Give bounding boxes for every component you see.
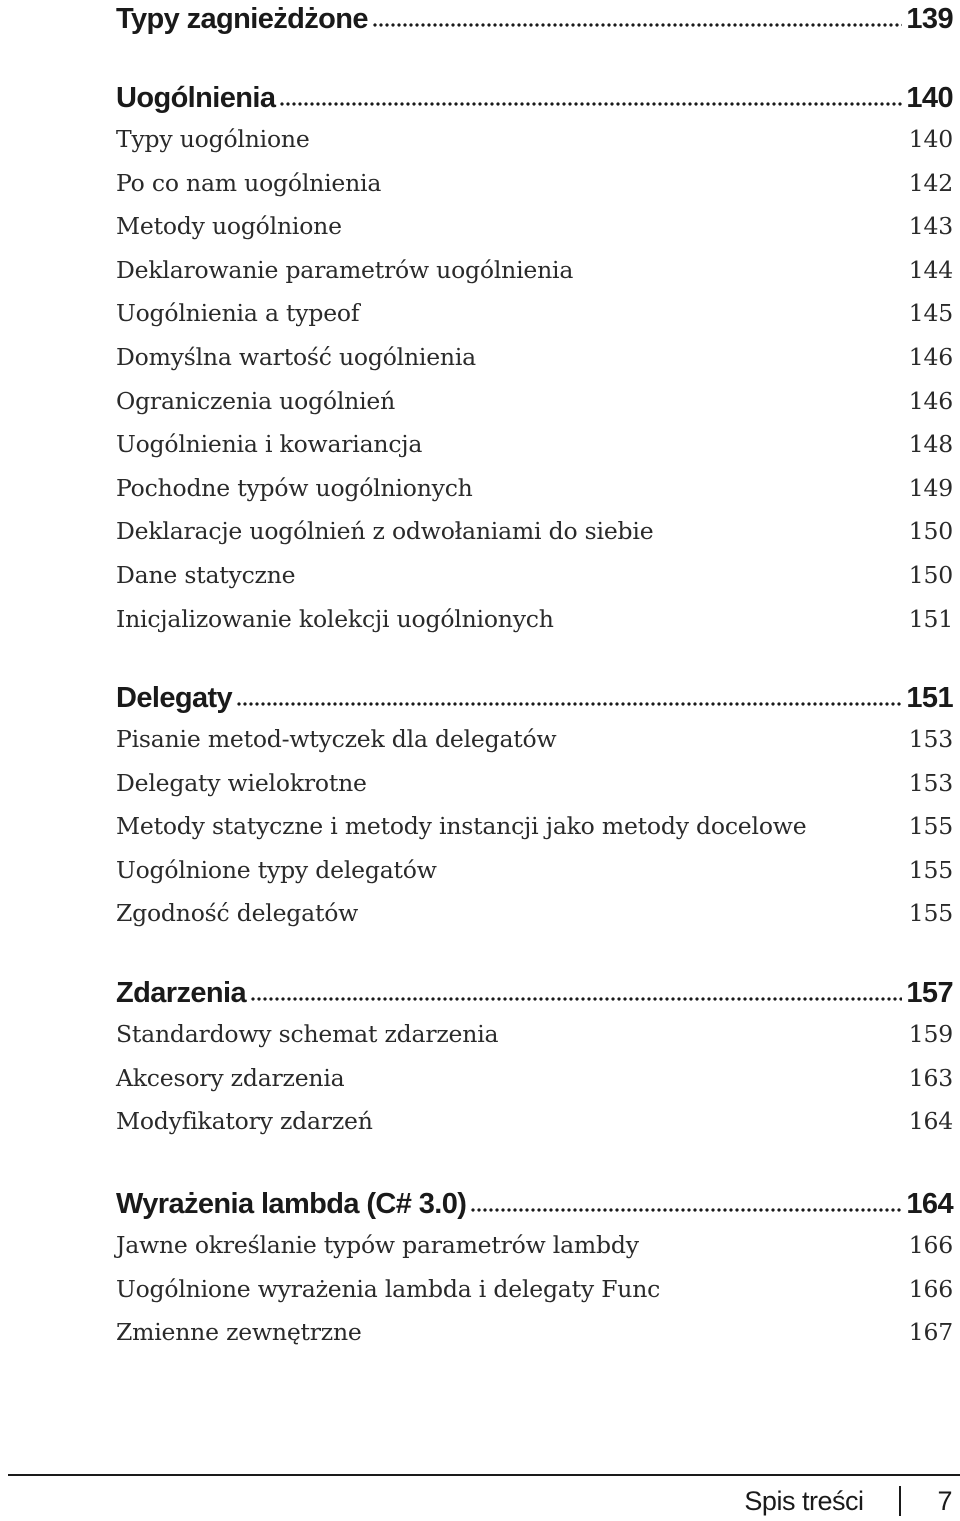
entry-label: Domyślna wartość uogólnienia [116,342,476,371]
entry-page: 163 [908,1063,953,1092]
section-title: Wyrażenia lambda (C# 3.0) [116,1188,467,1220]
toc-section [116,681,953,936]
entry-page: 155 [908,855,953,884]
toc-entry[interactable] [116,762,953,806]
toc-entry[interactable] [116,380,953,424]
entry-label: Uogólnione typy delegatów [116,855,437,884]
entry-label: Jawne określanie typów parametrów lambdy [116,1231,639,1259]
toc-entry[interactable] [116,892,953,936]
entry-page: 149 [908,473,953,502]
entry-label: Metody statyczne i metody instancji jako metody docelowe [116,812,807,841]
toc-entry[interactable] [116,118,953,162]
section-page: 157 [906,977,953,1009]
toc-section [116,1187,953,1355]
entry-page: 146 [908,386,953,415]
toc-entry[interactable] [116,849,953,893]
toc-section [116,976,953,1144]
entry-label: Metody uogólnione [116,212,342,241]
section-page: 140 [906,82,953,114]
toc-entry[interactable] [116,1057,953,1101]
entry-label: Uogólnione wyrażenia lambda i delegaty Func [116,1274,661,1303]
entry-label: Pisanie metod-wtyczek dla delegatów [116,725,557,753]
dot-leader [372,21,903,29]
entry-page: 167 [908,1318,953,1347]
toc-entry[interactable] [116,554,953,598]
toc-entry[interactable] [116,1268,953,1312]
toc-entry[interactable] [116,718,953,762]
section-heading[interactable] [116,81,953,115]
toc-entry[interactable] [116,805,953,849]
entry-page: 148 [908,430,953,459]
footer-rule [8,1474,960,1476]
entry-label: Zgodność delegatów [116,899,359,928]
toc-entry[interactable] [116,423,953,467]
entry-label: Deklaracje uogólnień z odwołaniami do siebie [116,517,654,546]
dot-leader [279,100,902,108]
toc-entry[interactable] [116,510,953,554]
footer-separator [899,1486,901,1516]
entry-page: 151 [908,604,953,633]
entry-page: 155 [908,899,953,928]
section-title: Uogólnienia [116,82,276,114]
entry-label: Zmienne zewnętrzne [116,1318,362,1347]
toc-entry[interactable] [116,1311,953,1355]
toc-entry[interactable] [116,1224,953,1268]
footer-label: Spis treści [744,1485,864,1516]
toc-entry[interactable] [116,249,953,293]
entry-label: Modyfikatory zdarzeń [116,1107,373,1136]
entry-page: 145 [908,299,953,328]
entry-page: 153 [908,768,953,797]
section-heading[interactable] [116,2,953,36]
entry-label: Delegaty wielokrotne [116,768,367,797]
section-page: 164 [906,1188,953,1220]
entry-label: Pochodne typów uogólnionych [116,473,473,502]
dot-leader [470,1206,902,1214]
section-title: Zdarzenia [116,977,246,1009]
entry-label: Dane statyczne [116,560,296,589]
section-title: Typy zagnieżdżone [116,3,368,35]
toc-entry[interactable] [116,205,953,249]
entry-page: 140 [908,125,953,153]
entry-page: 155 [908,812,953,841]
section-heading[interactable] [116,681,953,715]
entry-page: 164 [908,1107,953,1136]
section-title: Delegaty [116,682,233,714]
entry-label: Standardowy schemat zdarzenia [116,1020,499,1048]
section-page: 151 [906,682,953,714]
dot-leader [236,700,902,708]
toc-entry[interactable] [116,1013,953,1057]
entry-page: 153 [908,725,953,753]
toc-entry[interactable] [116,336,953,380]
entry-label: Deklarowanie parametrów uogólnienia [116,255,574,284]
section-heading[interactable] [116,1187,953,1221]
entry-page: 144 [908,255,953,284]
entry-page: 150 [908,517,953,546]
entry-page: 142 [908,168,953,197]
toc-section [116,81,953,641]
toc-entry[interactable] [116,162,953,206]
section-page: 139 [906,3,953,35]
dot-leader [250,995,902,1003]
entry-label: Po co nam uogólnienia [116,168,382,197]
entry-page: 143 [908,212,953,241]
page-footer [744,1484,952,1518]
entry-page: 146 [908,342,953,371]
entry-label: Akcesory zdarzenia [116,1063,345,1092]
entry-label: Typy uogólnione [116,125,310,153]
entry-page: 150 [908,560,953,589]
toc-entry[interactable] [116,598,953,642]
entry-label: Uogólnienia i kowariancja [116,430,423,459]
toc-entry[interactable] [116,467,953,511]
entry-page: 166 [908,1231,953,1259]
entry-page: 166 [908,1274,953,1303]
toc-entry[interactable] [116,292,953,336]
section-heading[interactable] [116,976,953,1010]
entry-page: 159 [908,1020,953,1048]
toc-section [116,2,953,36]
toc-entry[interactable] [116,1100,953,1144]
entry-label: Ograniczenia uogólnień [116,386,396,415]
entry-label: Uogólnienia a typeof [116,299,360,328]
entry-label: Inicjalizowanie kolekcji uogólnionych [116,604,554,633]
page-number: 7 [937,1485,952,1516]
